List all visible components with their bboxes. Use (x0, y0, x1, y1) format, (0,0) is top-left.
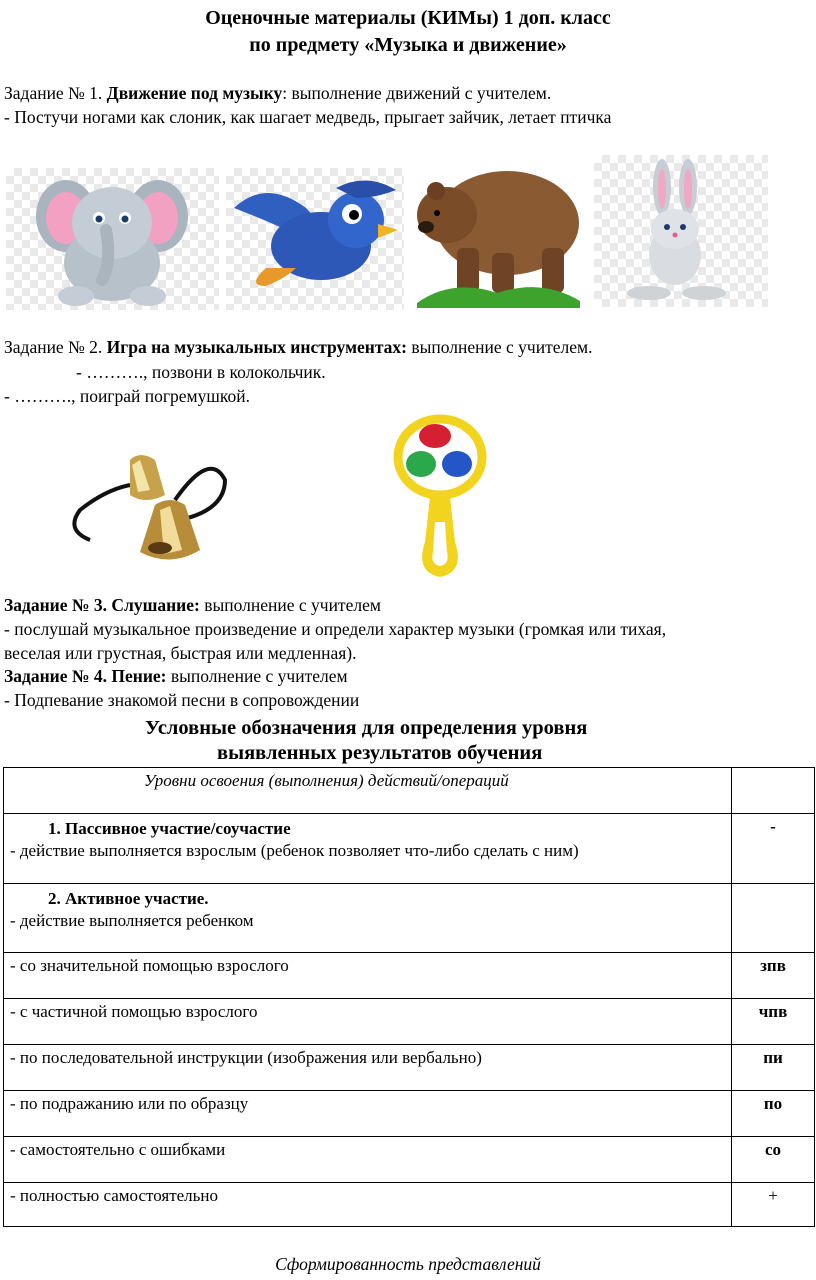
bird-icon (226, 168, 404, 310)
table-header-mark-cell (732, 768, 815, 814)
table-row (4, 1091, 815, 1137)
task2-heading (4, 336, 592, 358)
task4-bold: Задание № 4. Пение: (4, 666, 167, 686)
task1-rest: : выполнение движений с учителем. (282, 83, 552, 103)
task2-prefix: Задание № 2. (4, 337, 107, 357)
task4-line2: - Подпевание знакомой песни в сопровождении (4, 690, 360, 710)
task4-rest: выполнение с учителем (166, 666, 348, 686)
levels-table (3, 767, 815, 1227)
elephant-icon (6, 168, 219, 310)
rattle-icon (385, 412, 495, 580)
legend-title-line1: Условные обозначения для определения уровня (145, 717, 588, 739)
active-mark (732, 884, 815, 953)
elephant-picture (6, 168, 219, 310)
table-header-row (4, 768, 815, 814)
task3-line2: - послушай музыкальное произведение и определи характер музыки (громкая или тихая, (4, 619, 667, 639)
task2-rattle-line: - ………., поиграй погремушкой. (4, 386, 250, 406)
document-title-line1: Оценочные материалы (КИМы) 1 доп. класс (205, 7, 611, 29)
bird-picture (226, 168, 404, 310)
task2-rest: выполнение с учителем. (407, 337, 593, 357)
task1-heading (4, 82, 551, 104)
legend-title-line2: выявленных результатов обучения (217, 742, 543, 764)
task3-line3: веселая или грустная, быстрая или медленная). (4, 643, 357, 663)
level-mark: + (732, 1183, 815, 1227)
level-mark: по (732, 1091, 815, 1137)
table-row (4, 1045, 815, 1091)
level-text: - с частичной помощью взрослого (4, 999, 732, 1045)
bear-picture (412, 153, 582, 308)
task3-rest: выполнение с учителем (199, 595, 381, 615)
rabbit-icon (594, 155, 768, 307)
task2-bold: Игра на музыкальных инструментах: (106, 337, 407, 357)
table-row (4, 1137, 815, 1183)
task3-heading (4, 594, 381, 616)
table-row (4, 953, 815, 999)
passive-mark: - (732, 814, 815, 884)
task1-prefix: Задание № 1. (4, 83, 107, 103)
level-mark: чпв (732, 999, 815, 1045)
rabbit-picture (594, 155, 768, 307)
task4-heading (4, 665, 348, 687)
task1-bold: Движение под музыку (106, 83, 283, 103)
level-text: - полностью самостоятельно (4, 1183, 732, 1227)
bear-icon (412, 153, 582, 308)
table-header-cell: Уровни освоения (выполнения) действий/операций (4, 768, 732, 814)
task2-bell-line: - ………., позвони в колокольчик. (76, 362, 326, 382)
level-text: - со значительной помощью взрослого (4, 953, 732, 999)
task3-bold: Задание № 3. Слушание: (4, 595, 200, 615)
active-cell (4, 884, 732, 953)
table-row (4, 999, 815, 1045)
level-mark: пи (732, 1045, 815, 1091)
level-text: - по последовательной инструкции (изображения или вербально) (4, 1045, 732, 1091)
passive-cell (4, 814, 732, 884)
task1-instruction: - Постучи ногами как слоник, как шагает медведь, прыгает зайчик, летает птичка (4, 107, 612, 127)
table-row (4, 814, 815, 884)
bells-icon (60, 440, 240, 570)
level-mark: со (732, 1137, 815, 1183)
level-text: - самостоятельно с ошибками (4, 1137, 732, 1183)
level-mark: зпв (732, 953, 815, 999)
passive-heading: 1. Пассивное участие/соучастие (48, 819, 291, 838)
table-row (4, 1183, 815, 1227)
document-title-line2: по предмету «Музыка и движение» (249, 34, 567, 56)
bells-picture (60, 440, 240, 570)
active-heading: 2. Активное участие. (48, 889, 209, 908)
level-text: - по подражанию или по образцу (4, 1091, 732, 1137)
passive-text: - действие выполняется взрослым (ребенок позволяет что-либо сделать с ним) (10, 841, 579, 860)
footer-caption: Сформированность представлений (275, 1254, 541, 1274)
active-text: - действие выполняется ребенком (10, 911, 254, 930)
table-row (4, 884, 815, 953)
rattle-picture (385, 412, 495, 580)
